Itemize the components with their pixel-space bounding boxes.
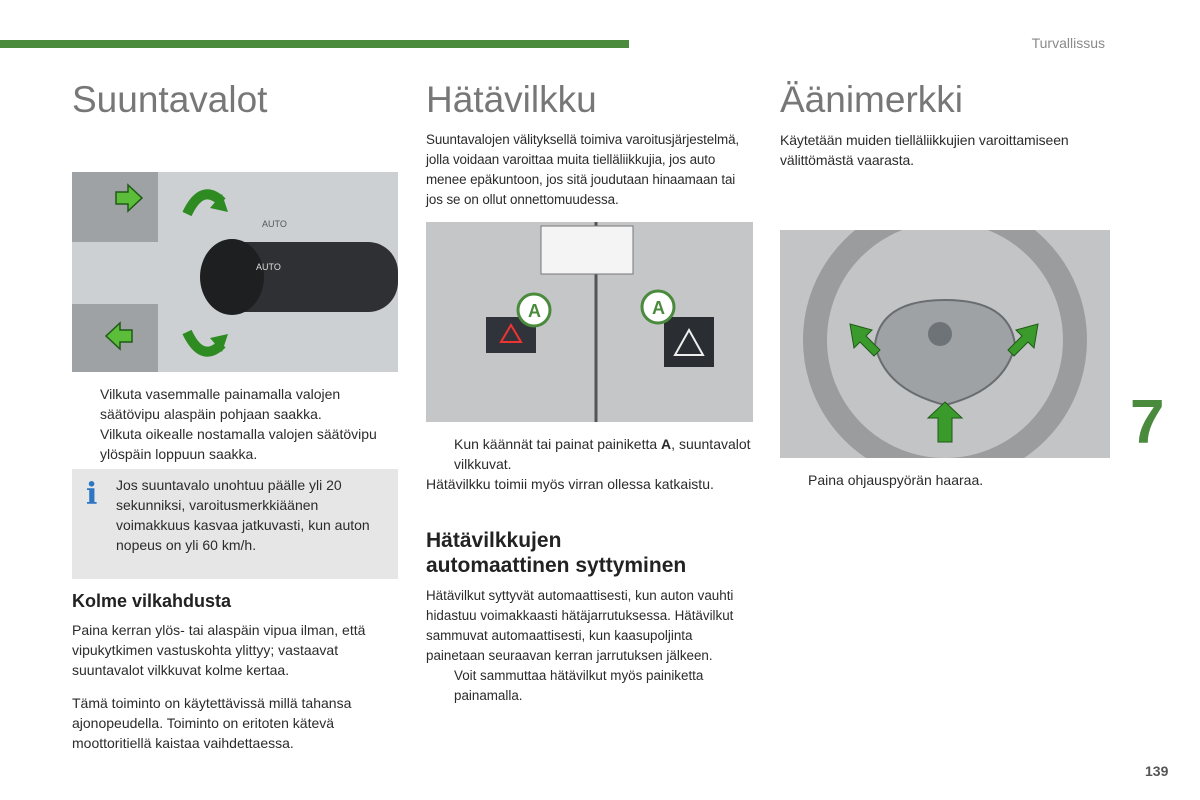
horn-title: Äänimerkki [780,79,963,120]
hazard-line: Hätävilkku toimii myös virran ollessa katkaistu. [426,476,714,492]
column-horn [780,78,1110,490]
hazard-switch-illustration [426,222,753,422]
hazard-intro: Suuntavalojen välityksellä toimiva varoitusjärjestelmä, jolla voidaan varoittaa muita tielläliikkujia, jos auto menee epäkuntoon, jos sitä joudutaan hinaamaan tai jos se on ollut onnettomuudessa. [426,132,740,207]
column-turn-signals [72,78,398,753]
column-hazard-lights [426,78,753,706]
svg-text:AUTO: AUTO [262,219,287,229]
page-number: 139 [1145,763,1169,779]
three-flashes-text: Paina kerran ylös- tai alaspäin vipua ilman, että vipukytkimen vastuskohta ylittyy; vastaavat suuntavalot vilkkuvat kolme kertaa. [72,622,366,678]
callout-a: A [528,301,541,321]
steering-wheel-illustration [780,230,1110,458]
turn-signals-title: Suuntavalot [72,79,268,120]
svg-text:AUTO: AUTO [256,262,281,272]
horn-intro: Käytetään muiden tielläliikkujien varoittamiseen välittömästä vaarasta. [780,132,1069,168]
three-flashes-heading: Kolme vilkahdusta [72,591,232,611]
bullet-item: Vilkuta oikealle nostamalla valojen säätövipu ylöspäin loppuun saakka. [100,426,377,462]
callout-a: A [652,298,665,318]
auto-hazard-text: Hätävilkut syttyvät automaattisesti, kun auton vauhti hidastuu voimakkaasti hätäjarrutuksessa. Hätävilkut sammuvat automaattisesti, kun kaasupoljinta painetaan seuraavan kerran jarrutuksen jälkeen. [426,588,734,663]
section-label: Turvallissus [1031,35,1105,51]
info-text: Jos suuntavalo unohtuu päälle yli 20 sekunniksi, varoitusmerkkiäänen voimakkuus kasvaa jatkuvasti, kun auton nopeus on yli 60 km/h. [116,477,370,553]
auto-hazard-heading: Hätävilkkujen automaattinen syttyminen [426,529,687,577]
bullet-item: Vilkuta vasemmalle painamalla valojen säätövipu alaspäin pohjaan saakka. [100,386,341,422]
turn-lever-figure [72,172,398,372]
lane-change-text: Tämä toiminto on käytettävissä millä tahansa ajonopeudella. Toiminto on eritoten kätevä moottoritiellä kaistaa vaihdettaessa. [72,695,352,751]
steering-wheel-figure [780,230,1110,458]
hazard-switch-figure [426,222,753,422]
hazard-title: Hätävilkku [426,79,597,120]
chapter-number: 7 [1130,388,1165,457]
section-color-bar [0,40,629,48]
bullet-item: Kun käännät tai painat painiketta A, suuntavalot vilkkuvat. [454,436,751,472]
info-box [72,469,398,579]
turn-lever-illustration [72,172,398,372]
info-icon: i [86,477,98,512]
bullet-item: Voit sammuttaa hätävilkut myös painiketta painamalla. [454,668,704,703]
bullet-item: Paina ohjauspyörän haaraa. [808,472,984,488]
